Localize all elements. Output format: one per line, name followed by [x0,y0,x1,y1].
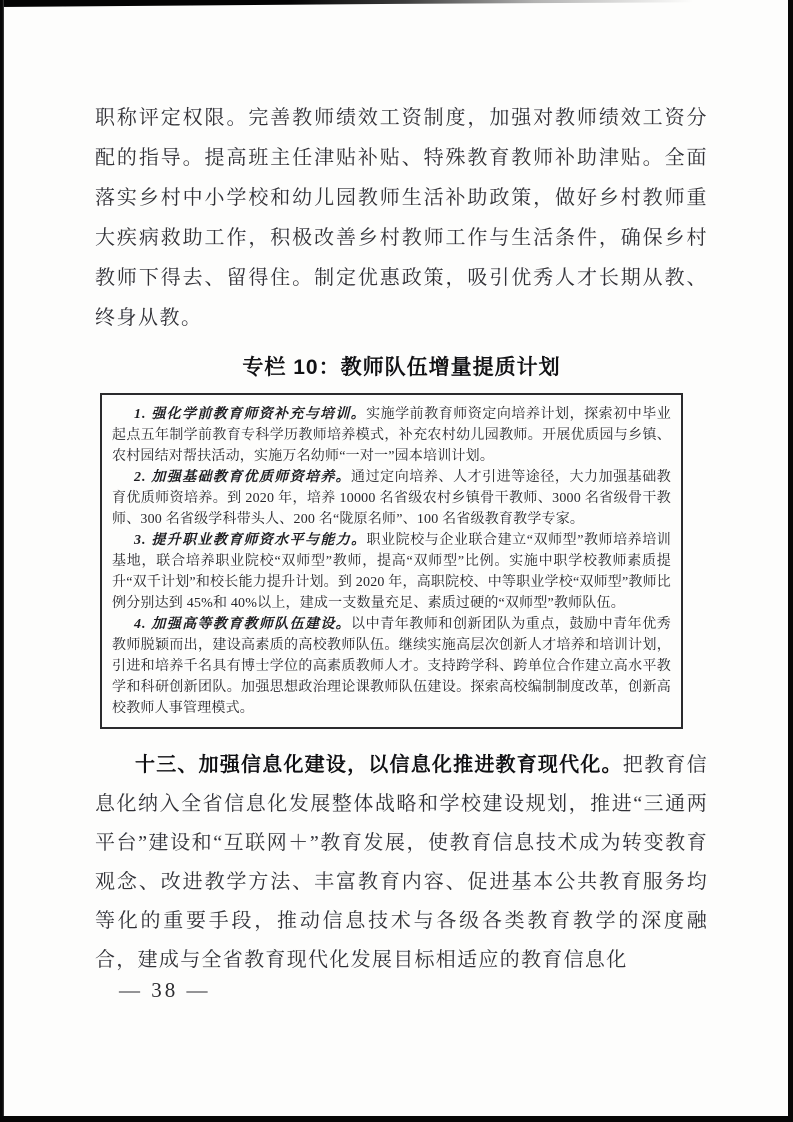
scan-artifact-right-edge [788,0,793,1122]
box-item-4 [112,614,671,719]
scan-artifact-bottom-edge [0,1116,793,1122]
box-item-4-lead: 4. 加强高等教育教师队伍建设。 [134,617,352,632]
box-item-1-lead: 1. 强化学前教育师资补充与培训。 [134,407,367,422]
paragraph-teacher-support: 职称评定权限。完善教师绩效工资制度，加强对教师绩效工资分配的指导。提高班主任津贴补贴、特殊教育教师补助津贴。全面落实乡村中小学校和幼儿园教师生活补助政策，做好乡村教师重大疾病救助工作，积极改善乡村教师工作与生活条件，确保乡村教师下得去、留得住。制定优惠政策，吸引优秀人才长期从教、终身从教。 [95,107,708,329]
page-number: — 38 — [119,978,211,1002]
box-item-3-lead: 3. 提升职业教育师资水平与能力。 [134,533,367,548]
scan-artifact-left-edge [0,0,4,1122]
box-title: 专栏 10：教师队伍增量提质计划 [242,356,561,379]
box-item-4-text: 以中青年教师和创新团队为重点，鼓励中青年优秀教师脱颖而出，建设高素质的高校教师队伍。继续实施高层次创新人才培养和培训计划，引进和培养千名具有博士学位的高素质教师人才。支持跨学科、跨单位合作建立高水平教学和科研创新团队。加强思想政治理论课教师队伍建设。探索高校编制制度改革，创新高校教师人事管理模式。 [112,617,672,716]
plan-box [100,393,683,729]
box-item-3 [112,530,671,614]
box-item-2-lead: 2. 加强基础教育优质师资培养。 [134,470,352,485]
page-content [95,98,708,980]
section-13-paragraph [95,746,708,980]
box-item-2 [112,467,671,530]
section-13-body: 把教育信息化纳入全省信息化发展整体战略和学校建设规划，推进“三通两平台”建设和“互联网＋”教育发展，使教育信息技术成为转变教育观念、改进教学方法、丰富教育内容、促进基本公共教育服务均等化的重要手段，推动信息技术与各级各类教育教学的深度融合，建成与全省教育现代化发展目标相适应的教育信息化 [95,754,708,971]
box-item-2-text: 通过定向培养、人才引进等途径，大力加强基础教育优质师资培养。到 2020 年，培养 10000 名省级农村乡镇骨干教师、3000 名省级骨干教师、300 名省级学科带头人、200 名“陇原名师”、100 名省级教育教学专家。 [112,470,672,527]
scan-artifact-top-edge [0,0,722,7]
box-item-1 [112,404,671,467]
box-item-1-text: 实施学前教育师资定向培养计划，探索初中毕业起点五年制学前教育专科学历教师培养模式，补充农村幼儿园教师。开展优质园与乡镇、农村园结对帮扶活动，实施万名幼师“一对一”园本培训计划。 [112,407,672,464]
box-item-3-text: 职业院校与企业联合建立“双师型”教师培养培训基地，联合培养职业院校“双师型”教师，提高“双师型”比例。实施中职学校教师素质提升“双千计划”和校长能力提升计划。到 2020 年，高职院校、中等职业学校“双师型”教师比例分别达到 45%和 40%以上，建成一支数量充足、素质过硬的“双师型”教师队伍。 [112,533,672,611]
section-13-heading: 十三、加强信息化建设，以信息化推进教育现代化。 [135,754,623,776]
